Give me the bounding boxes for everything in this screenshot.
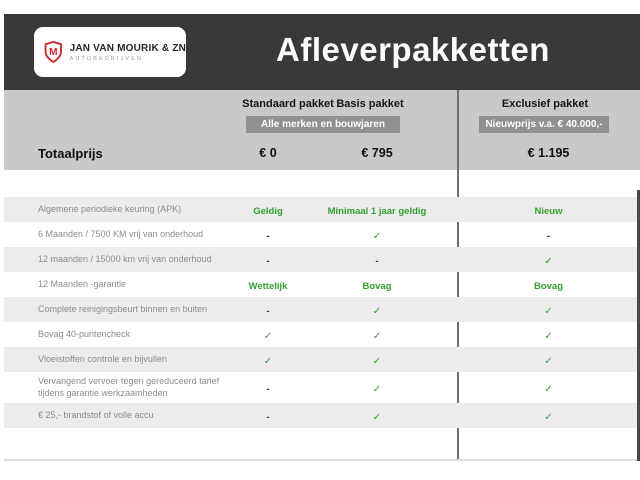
cell-exclusief bbox=[457, 201, 640, 219]
dash-mark: - bbox=[266, 255, 270, 267]
cell-basis bbox=[316, 351, 438, 369]
cell-basis bbox=[316, 251, 438, 269]
total-price-basis: € 795 bbox=[361, 146, 393, 160]
cell-basis bbox=[316, 301, 438, 319]
logo-brand-name: JAN VAN MOURIK & ZN bbox=[69, 42, 186, 54]
cell-standaard bbox=[220, 226, 316, 244]
table-row bbox=[4, 197, 640, 222]
table-row bbox=[4, 247, 640, 272]
cell-exclusief bbox=[457, 379, 640, 397]
check-icon: ✓ bbox=[263, 355, 273, 367]
logo-subtitle: AUTOBEDRIJVEN bbox=[69, 55, 143, 62]
value-text: Nieuw bbox=[534, 205, 563, 217]
column-header-basis: Basis pakket bbox=[336, 98, 404, 110]
total-price-exclusief: € 1.195 bbox=[527, 146, 570, 160]
cell-exclusief bbox=[457, 351, 640, 369]
cell-standaard bbox=[220, 276, 316, 294]
cell-standaard bbox=[220, 301, 316, 319]
dash-mark: - bbox=[546, 230, 551, 242]
logo-monogram: M bbox=[49, 47, 58, 59]
cell-basis bbox=[316, 276, 438, 294]
header-bar bbox=[4, 14, 640, 90]
table-row bbox=[4, 222, 640, 247]
row-label: Bovag 40-puntencheck bbox=[38, 328, 131, 339]
row-label: 6 Maanden / 7500 KM vrij van onderhoud bbox=[38, 228, 204, 239]
cell-exclusief bbox=[457, 301, 640, 319]
value-text: Bovag bbox=[533, 280, 564, 292]
table-row bbox=[4, 297, 640, 322]
totals-row bbox=[4, 142, 640, 164]
row-label: Complete reinigingsbeurt binnen en buiten bbox=[38, 303, 208, 314]
cell-standaard bbox=[220, 407, 316, 425]
check-icon: ✓ bbox=[544, 330, 553, 342]
cell-exclusief bbox=[457, 251, 640, 269]
check-icon: ✓ bbox=[372, 305, 382, 317]
row-label: Algemene periodieke keuring (APK) bbox=[38, 203, 182, 214]
cell-standaard bbox=[220, 251, 316, 269]
table-row bbox=[4, 347, 640, 372]
comparison-table bbox=[4, 197, 640, 428]
check-icon: ✓ bbox=[372, 411, 382, 423]
check-icon: ✓ bbox=[372, 230, 382, 242]
dash-mark: - bbox=[375, 255, 379, 267]
cell-basis bbox=[316, 326, 438, 344]
check-icon: ✓ bbox=[544, 383, 553, 395]
row-label: € 25,- brandstof of volle accu bbox=[38, 410, 154, 421]
table-row bbox=[4, 372, 640, 403]
row-label: 12 maanden / 15000 km vrij van onderhoud bbox=[38, 253, 212, 264]
value-text: Minimaal 1 jaar geldig bbox=[327, 205, 427, 217]
value-text: Geldig bbox=[253, 205, 283, 217]
check-icon: ✓ bbox=[372, 355, 382, 367]
cell-basis bbox=[316, 226, 438, 244]
totals-label: Totaalprijs bbox=[38, 145, 103, 161]
check-icon: ✓ bbox=[544, 411, 553, 423]
table-row bbox=[4, 272, 640, 297]
badge-nieuwprijs: Nieuwprijs v.a. € 40.000,- bbox=[479, 116, 609, 133]
dash-mark: - bbox=[266, 230, 270, 242]
dash-mark: - bbox=[266, 383, 270, 395]
cell-standaard bbox=[220, 326, 316, 344]
cell-standaard bbox=[220, 201, 316, 219]
badge-alle-merken: Alle merken en bouwjaren bbox=[246, 116, 400, 133]
cell-exclusief bbox=[457, 407, 640, 425]
check-icon: ✓ bbox=[372, 383, 382, 395]
cell-exclusief bbox=[457, 276, 640, 294]
dealer-logo bbox=[34, 27, 186, 77]
packages-panel bbox=[4, 90, 640, 170]
cell-basis bbox=[316, 407, 438, 425]
cell-exclusief bbox=[457, 326, 640, 344]
table-row bbox=[4, 403, 640, 428]
logo-text bbox=[70, 43, 186, 62]
total-price-standaard: € 0 bbox=[259, 146, 277, 160]
cell-basis bbox=[316, 379, 438, 397]
cell-standaard bbox=[220, 351, 316, 369]
check-icon: ✓ bbox=[544, 355, 553, 367]
row-label: Vervangend vervoer tegen gereduceerd tarief tijdens garantie werkzaamheden bbox=[38, 376, 220, 398]
value-text: Wettelijk bbox=[248, 280, 288, 292]
shield-m-icon bbox=[44, 38, 63, 66]
check-icon: ✓ bbox=[544, 255, 553, 267]
column-header-standaard: Standaard pakket bbox=[242, 98, 334, 110]
check-icon: ✓ bbox=[263, 330, 273, 342]
row-label: 12 Maanden -garantie bbox=[38, 278, 127, 289]
cell-standaard bbox=[220, 379, 316, 397]
check-icon: ✓ bbox=[372, 330, 382, 342]
column-header-exclusief: Exclusief pakket bbox=[501, 98, 589, 110]
table-bottom-border bbox=[4, 459, 638, 461]
check-icon: ✓ bbox=[544, 305, 553, 317]
cell-basis bbox=[316, 201, 438, 219]
dash-mark: - bbox=[266, 305, 270, 317]
dash-mark: - bbox=[266, 411, 270, 423]
row-label: Vloeistoffen controle en bijvullen bbox=[38, 353, 167, 364]
page-title: Afleverpakketten bbox=[276, 31, 550, 68]
table-row bbox=[4, 322, 640, 347]
value-text: Bovag bbox=[362, 280, 392, 292]
cell-exclusief bbox=[457, 226, 640, 244]
